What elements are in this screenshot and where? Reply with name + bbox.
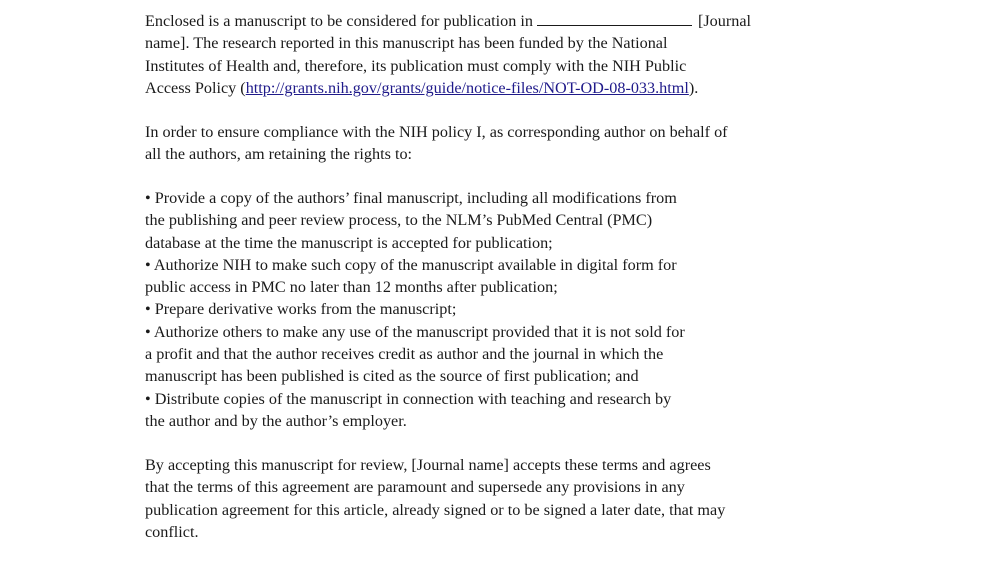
rights-list [145, 187, 865, 432]
list-item: the publishing and peer review process, to the NLM’s PubMed Central (PMC) [145, 211, 653, 230]
nih-policy-link[interactable]: http://grants.nih.gov/grants/guide/notice-files/NOT-OD-08-033.html [245, 78, 689, 97]
intro-line-2: name]. The research reported in this manuscript has been funded by the National [145, 34, 668, 53]
list-item: • Prepare derivative works from the manuscript; [145, 300, 457, 319]
list-item: a profit and that the author receives credit as author and the journal in which the [145, 345, 664, 364]
intro-line-4-end: ). [688, 78, 699, 97]
list-item: • Authorize others to make any use of the manuscript provided that it is not sold for [145, 322, 685, 341]
journal-name-blank [537, 11, 692, 26]
list-item: the author and by the author’s employer. [145, 411, 407, 430]
intro-line-1-text: Enclosed is a manuscript to be considered for publication in [145, 12, 533, 30]
intro-paragraph [145, 10, 865, 99]
compliance-line-1: In order to ensure compliance with the NIH policy I, as corresponding author on behalf of [145, 123, 728, 141]
acceptance-line: conflict. [145, 522, 199, 541]
acceptance-line: By accepting this manuscript for review, [Journal name] accepts these terms and agrees [145, 456, 711, 474]
intro-line-4-text: Access Policy ( [145, 78, 246, 97]
intro-line-4 [145, 77, 865, 99]
acceptance-paragraph [145, 454, 865, 543]
intro-line-1-end: [Journal [697, 12, 751, 30]
compliance-line-2: all the authors, am retaining the rights to: [145, 145, 413, 164]
list-item: manuscript has been published is cited as the source of first publication; and [145, 367, 639, 386]
acceptance-line: publication agreement for this article, already signed or to be signed a later date, that may [145, 500, 726, 519]
list-item: database at the time the manuscript is accepted for publication; [145, 233, 553, 252]
list-item: • Distribute copies of the manuscript in connection with teaching and research by [145, 389, 672, 408]
intro-line-1 [145, 10, 865, 32]
list-item: • Provide a copy of the authors’ final manuscript, including all modifications from [145, 189, 677, 207]
intro-line-3: Institutes of Health and, therefore, its publication must comply with the NIH Public [145, 56, 687, 75]
acceptance-line: that the terms of this agreement are paramount and supersede any provisions in any [145, 478, 685, 497]
list-item: public access in PMC no later than 12 months after publication; [145, 278, 558, 297]
compliance-paragraph [145, 121, 865, 166]
list-item: • Authorize NIH to make such copy of the manuscript available in digital form for [145, 255, 677, 274]
